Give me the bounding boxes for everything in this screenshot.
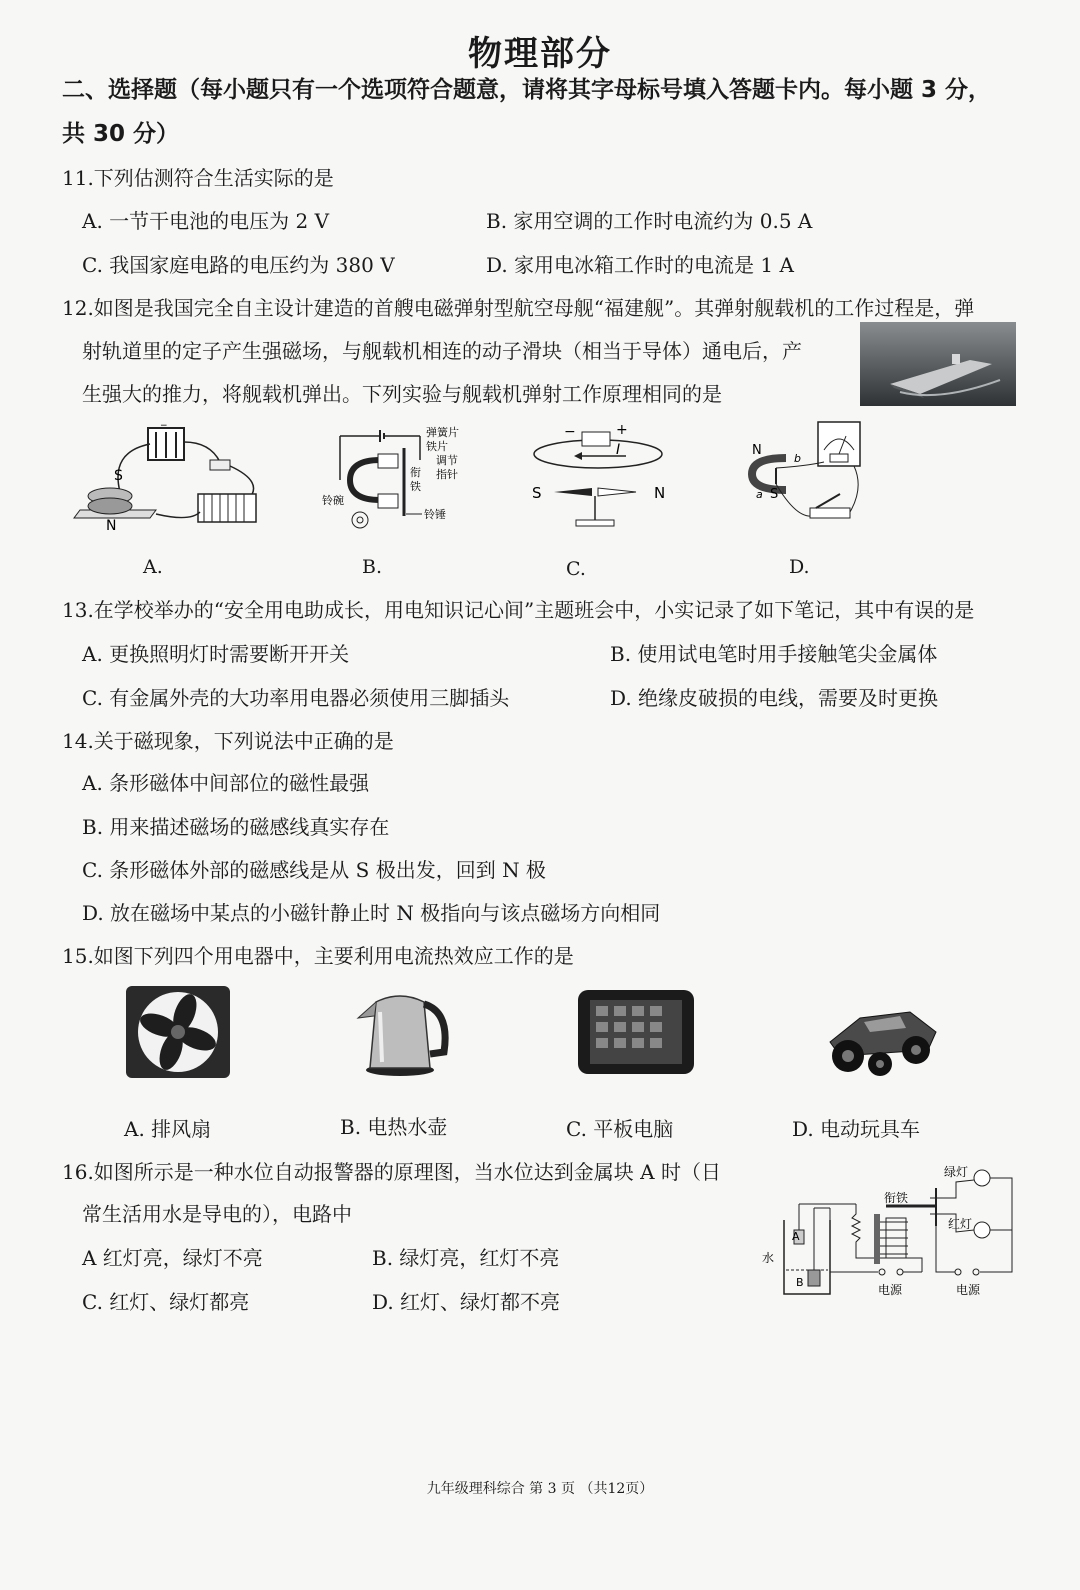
q11-option-a: A. 一节干电池的电压为 2 V <box>82 209 330 233</box>
fig-d-s-label: S <box>770 487 779 502</box>
q16-option-a: A 红灯亮，绿灯不亮 <box>82 1246 263 1270</box>
q11-option-d: D. 家用电冰箱工作时的电流是 1 A <box>486 253 794 277</box>
block-a-label: A <box>792 1230 800 1243</box>
fig-d-b-label: b <box>794 452 801 465</box>
q15-option-d: D. 电动玩具车 <box>792 1117 921 1141</box>
fig-c-plus-label: + <box>616 422 628 438</box>
fig-b-iron-label: 铁片 <box>426 440 448 453</box>
fig-b-adjust-label: 调节 <box>436 454 458 467</box>
q16-option-c: C. 红灯、绿灯都亮 <box>82 1290 250 1314</box>
q11-option-b: B. 家用空调的工作时电流约为 0.5 A <box>486 209 813 233</box>
fig-b-bowl-label: 铃碗 <box>322 494 344 507</box>
q15-option-a: A. 排风扇 <box>124 1117 212 1141</box>
q12-figure-c <box>526 420 676 532</box>
fig-b-hammer-label: 铃锤 <box>424 508 446 521</box>
fig-c-minus-label: − <box>564 424 576 440</box>
q16-option-d: D. 红灯、绿灯都不亮 <box>372 1290 561 1314</box>
q14-stem: 14.关于磁现象，下列说法中正确的是 <box>62 729 394 753</box>
section-heading-line2: 共 30 分） <box>62 121 180 147</box>
exhaust-fan-image <box>124 984 232 1080</box>
fig-b-spring-label: 弹簧片 <box>426 426 459 439</box>
q14-option-a: A. 条形磁体中间部位的磁性最强 <box>82 771 370 795</box>
q12-figure-a <box>70 422 270 532</box>
block-b-label: B <box>796 1276 804 1289</box>
page-title: 物理部分 <box>468 34 612 74</box>
q11-stem: 11.下列估测符合生活实际的是 <box>62 166 334 190</box>
q12-stem-line3: 生强大的推力，将舰载机弹出。下列实验与舰载机弹射工作原理相同的是 <box>82 382 722 406</box>
fig-c-n-label: N <box>654 484 666 502</box>
armature-label: 衔铁 <box>884 1191 909 1205</box>
fig-b-armature1-label: 衔 <box>410 466 421 479</box>
q12-stem-line1: 12.如图是我国完全自主设计建造的首艘电磁弹射型航空母舰“福建舰”。其弹射舰载机的工作过程是，弹 <box>62 296 975 320</box>
q15-stem: 15.如图下列四个用电器中，主要利用电流热效应工作的是 <box>62 944 574 968</box>
q12-stem-line2: 射轨道里的定子产生强磁场，与舰载机相连的动子滑块（相当于导体）通电后，产 <box>82 339 802 363</box>
q12-figure-a-label: A. <box>143 556 163 578</box>
q14-option-c: C. 条形磁体外部的磁感线是从 S 极出发，回到 N 极 <box>82 858 546 882</box>
power2-label: 电源 <box>956 1283 981 1297</box>
section-heading-line1: 二、选择题（每小题只有一个选项符合题意，请将其字母标号填入答题卡内。每小题 3 分， <box>62 77 992 103</box>
fig-d-n-label: N <box>752 443 762 458</box>
electric-kettle-image <box>356 982 452 1078</box>
q13-stem: 13.在学校举办的“安全用电助成长，用电知识记心间”主题班会中，小实记录了如下笔记，其中有误的是 <box>62 598 975 622</box>
q12-figure-d-label: D. <box>789 556 810 578</box>
q14-option-d: D. 放在磁场中某点的小磁针静止时 N 极指向与该点磁场方向相同 <box>82 901 661 925</box>
toy-car-image <box>820 992 940 1078</box>
green-lamp-label: 绿灯 <box>944 1165 969 1179</box>
red-lamp-label: 红灯 <box>948 1217 973 1231</box>
q12-figure-b <box>320 420 480 530</box>
q15-option-b: B. 电热水壶 <box>340 1115 448 1139</box>
fig-d-a-label: a <box>756 488 763 501</box>
q13-option-c: C. 有金属外壳的大功率用电器必须使用三脚插头 <box>82 686 510 710</box>
q16-stem-line1: 16.如图所示是一种水位自动报警器的原理图，当水位达到金属块 A 时（日 <box>62 1160 721 1184</box>
q16-option-b: B. 绿灯亮，红灯不亮 <box>372 1246 560 1270</box>
q12-figure-d <box>746 418 866 530</box>
fig-a-s-label: S <box>114 468 123 484</box>
q14-option-b: B. 用来描述磁场的磁感线真实存在 <box>82 815 390 839</box>
fig-b-screw-label: 指针 <box>436 468 458 481</box>
fig-c-current-label: I <box>616 442 621 458</box>
battery-minus-label: − <box>160 422 168 431</box>
fig-a-n-label: N <box>106 518 117 532</box>
q15-option-c: C. 平板电脑 <box>566 1117 674 1141</box>
q13-option-a: A. 更换照明灯时需要断开开关 <box>82 642 350 666</box>
q13-option-b: B. 使用试电笔时用手接触笔尖金属体 <box>610 642 938 666</box>
q11-option-c: C. 我国家庭电路的电压约为 380 V <box>82 253 395 277</box>
q16-stem-line2: 常生活用水是导电的），电路中 <box>82 1202 352 1226</box>
power1-label: 电源 <box>878 1283 903 1297</box>
fig-c-s-label: S <box>532 484 542 502</box>
q12-figure-b-label: B. <box>362 556 383 578</box>
water-label: 水 <box>762 1251 775 1265</box>
page-footer: 九年级理科综合 第 3 页 （共12页） <box>426 1481 654 1497</box>
water-alarm-diagram <box>760 1158 1020 1302</box>
tablet-image <box>576 988 696 1076</box>
fig-b-armature2-label: 铁 <box>410 480 421 493</box>
q13-option-d: D. 绝缘皮破损的电线，需要及时更换 <box>610 686 939 710</box>
q12-figure-c-label: C. <box>566 558 586 580</box>
aircraft-carrier-photo <box>860 322 1016 406</box>
